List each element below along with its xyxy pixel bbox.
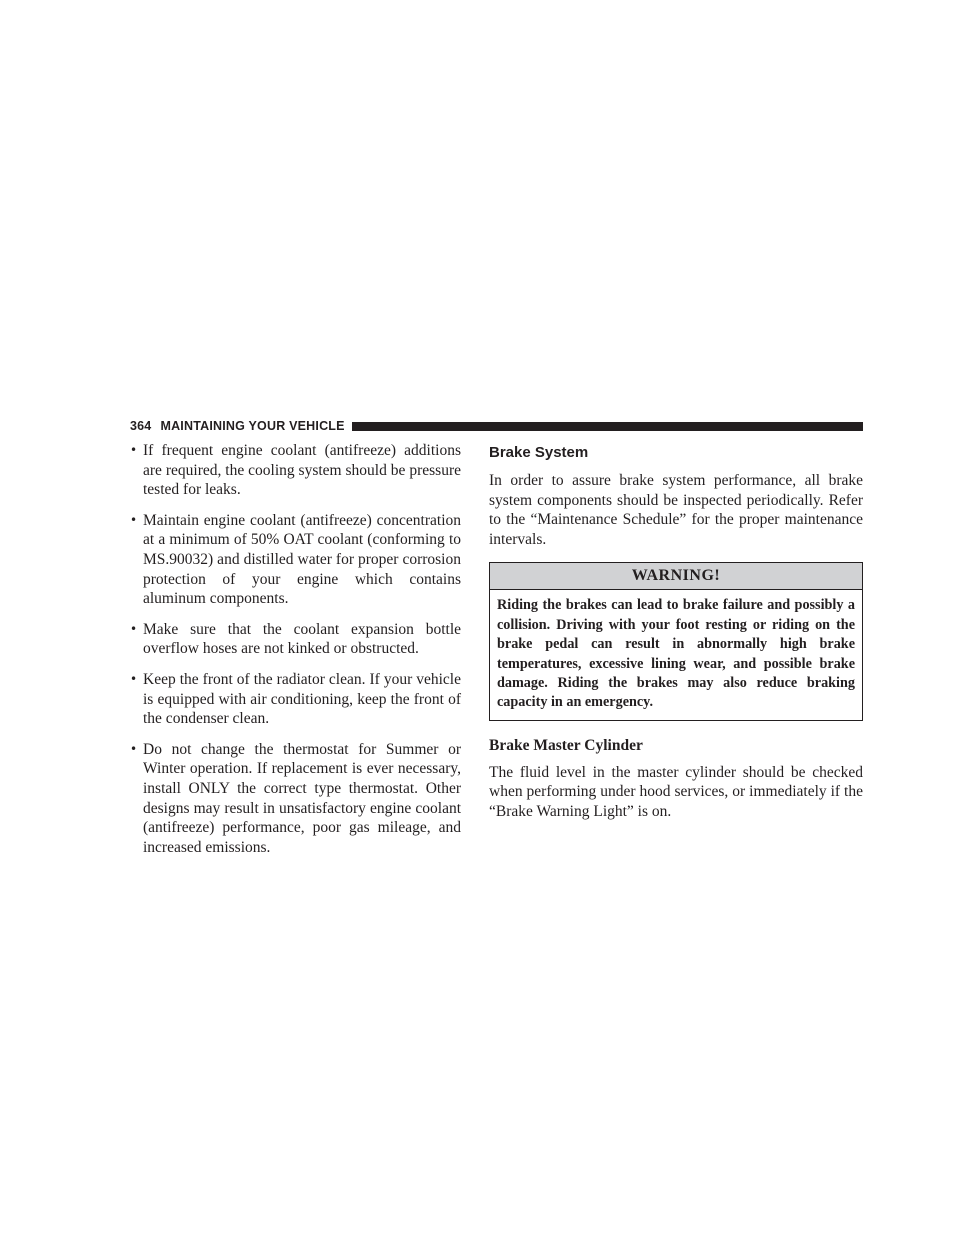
brake-system-heading: Brake System: [489, 444, 589, 461]
list-item: [130, 620, 461, 659]
list-item-text: Keep the front of the radiator clean. If your vehicle is equipped with air conditioning, keep the front of the condenser clean.: [143, 670, 461, 728]
header-rule: [352, 422, 863, 431]
list-item-text: If frequent engine coolant (antifreeze) additions are required, the cooling system should be pressure tested for leaks.: [143, 442, 461, 499]
bullet-icon: •: [130, 671, 138, 686]
list-item: [130, 740, 461, 858]
warning-box: [489, 562, 863, 720]
bullet-icon: •: [130, 621, 138, 636]
page-number: 364: [130, 419, 152, 433]
page-header: [130, 419, 863, 433]
list-item: [130, 511, 461, 609]
list-item: [130, 441, 461, 500]
bullet-icon: •: [130, 512, 138, 527]
coolant-tips-list: [130, 441, 461, 857]
list-item-text: Do not change the thermostat for Summer or Winter operation. If replacement is ever necessary, install ONLY the correct type thermostat. Other designs may result in unsatisfactory engine coolant (antifreeze) performance, poor gas mileage, and increased emissions.: [143, 740, 461, 856]
list-item: [130, 670, 461, 729]
bullet-icon: •: [130, 443, 138, 457]
warning-text: Riding the brakes can lead to brake failure and possibly a collision. Driving with your foot resting or riding on the brake pedal can result in abnormally high brake temperatures, excessive lining wear, and possible brake damage. Riding the brakes may also reduce braking capacity in an emergency.: [497, 597, 855, 711]
left-column: [130, 441, 461, 868]
master-cylinder-heading: Brake Master Cylinder: [489, 736, 643, 754]
bullet-icon: •: [130, 741, 138, 756]
master-cylinder-paragraph: The fluid level in the master cylinder should be checked when performing under hood services, or immediately if the “Brake Warning Light” is on.: [489, 763, 863, 820]
right-column: [489, 441, 863, 835]
list-item-text: Maintain engine coolant (antifreeze) concentration at a minimum of 50% OAT coolant (conforming to MS.90032) and distilled water for proper corrosion protection of your engine which contains aluminum components.: [143, 511, 461, 608]
warning-title: WARNING!: [490, 563, 862, 590]
list-item-text: Make sure that the coolant expansion bottle overflow hoses are not kinked or obstructed.: [143, 620, 461, 658]
brake-system-paragraph: In order to assure brake system performance, all brake system components should be inspected periodically. Refer to the “Maintenance Schedule” for the proper maintenance intervals.: [489, 472, 863, 548]
chapter-title: MAINTAINING YOUR VEHICLE: [160, 419, 345, 433]
